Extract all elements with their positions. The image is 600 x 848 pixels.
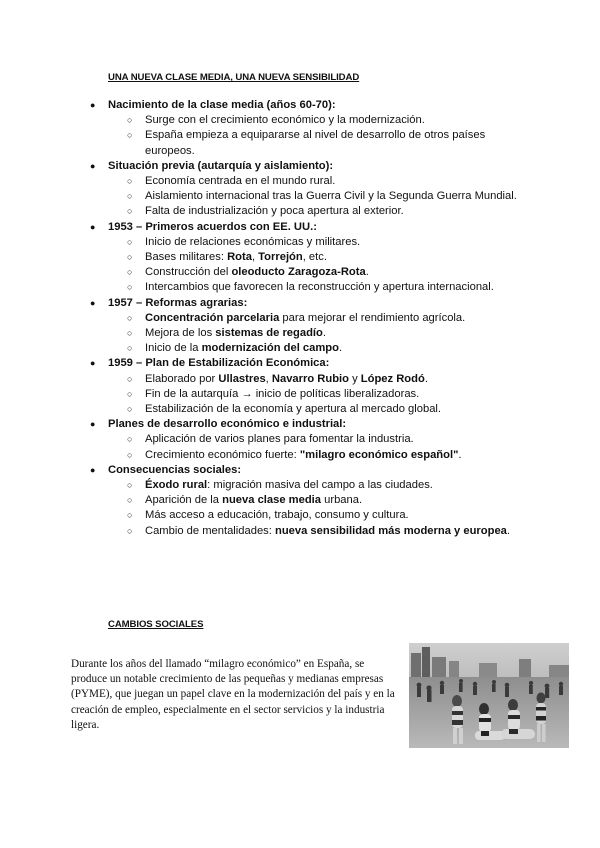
text-run: Surge con el crecimiento económico y la modernización. xyxy=(145,114,425,127)
sub-list-item xyxy=(108,204,528,219)
bold-text: Éxodo rural xyxy=(145,479,208,492)
text-run: Elaborado por xyxy=(145,372,219,385)
bold-text: Torrejón xyxy=(258,251,303,264)
text-run: . xyxy=(322,327,326,340)
bold-text: nueva sensibilidad más moderna y europea xyxy=(274,524,507,537)
bullet-glyph: ● xyxy=(90,464,96,475)
section-title: 1957 – Reformas agrarias: xyxy=(108,296,248,309)
section-title: 1959 – Plan de Estabilización Económica: xyxy=(108,357,330,370)
sub-list xyxy=(108,235,528,296)
sub-list-item xyxy=(108,128,528,158)
outline-section xyxy=(88,463,528,539)
sub-bullet-glyph: ○ xyxy=(127,434,133,445)
sub-bullet-glyph: ○ xyxy=(127,495,133,506)
text-run: Cambio de mentalidades: xyxy=(145,524,275,537)
sub-list-item xyxy=(108,387,528,402)
bullet-glyph: ● xyxy=(90,358,96,369)
sub-bullet-glyph: ○ xyxy=(127,206,133,217)
sub-bullet-glyph: ○ xyxy=(127,373,133,384)
bullet-glyph: ● xyxy=(90,100,96,110)
sub-list-item xyxy=(108,174,528,189)
bold-text: nueva clase media xyxy=(222,494,322,507)
sub-bullet-glyph: ○ xyxy=(127,449,133,460)
section-title: Situación previa (autarquía y aislamiento): xyxy=(108,159,334,172)
bold-text: oleoducto Zaragoza-Rota xyxy=(231,266,366,279)
text-run: Aplicación de varios planes para fomentar la industria. xyxy=(145,433,414,446)
text-run: Bases militares: xyxy=(145,251,228,264)
section-heading-cambios-sociales: CAMBIOS SOCIALES xyxy=(108,619,204,630)
text-run: . xyxy=(338,342,343,355)
bullet-glyph: ● xyxy=(90,419,96,430)
sub-list-item xyxy=(108,265,528,280)
sub-bullet-glyph: ○ xyxy=(127,510,133,521)
sub-list-item xyxy=(108,235,528,250)
sub-bullet-glyph: ○ xyxy=(127,115,133,126)
sub-bullet-glyph: ○ xyxy=(127,176,133,187)
bold-text: Rota xyxy=(227,251,252,264)
sub-bullet-glyph: ○ xyxy=(127,252,133,263)
text-run: Inicio de la xyxy=(145,342,202,355)
text-run: , xyxy=(251,251,259,264)
sub-list xyxy=(108,113,528,159)
text-run: Construcción del xyxy=(145,266,232,279)
section-title: Planes de desarrollo económico e industrial: xyxy=(108,418,347,431)
bold-text: Concentración parcelaria xyxy=(145,311,280,324)
sub-list-item xyxy=(108,189,528,204)
sub-bullet-glyph: ○ xyxy=(127,236,133,247)
text-run: , xyxy=(265,372,272,385)
bold-text: López Rodó xyxy=(360,372,425,385)
text-run: Estabilización de la economía y apertura al mercado global. xyxy=(145,403,442,416)
sub-list-item xyxy=(108,113,528,128)
section-title: Consecuencias sociales: xyxy=(108,463,242,476)
sub-list-item xyxy=(108,432,528,447)
text-run: para mejorar el rendimiento agrícola. xyxy=(279,311,466,324)
sub-bullet-glyph: ○ xyxy=(127,480,133,491)
bold-text: Navarro Rubio xyxy=(271,372,349,385)
section-heading-clase-media: UNA NUEVA CLASE MEDIA, UNA NUEVA SENSIBILIDAD xyxy=(108,72,360,83)
sub-bullet-glyph: ○ xyxy=(127,191,133,202)
outline-section xyxy=(88,220,528,296)
sub-bullet-glyph: ○ xyxy=(127,328,133,339)
bullet-glyph: ● xyxy=(90,221,96,232)
text-run: Inicio de relaciones económicas y militares. xyxy=(145,235,361,248)
sub-bullet-glyph: ○ xyxy=(127,312,133,323)
text-run: : migración masiva del campo a las ciudades. xyxy=(207,479,433,492)
sub-list-item xyxy=(108,372,528,387)
text-run: . xyxy=(458,448,462,461)
section-title: Nacimiento de la clase media (años 60-70): xyxy=(108,99,336,111)
text-run: Crecimiento económico fuerte: xyxy=(145,448,300,461)
text-run: España empieza a equipararse al nivel de desarrollo de otros países europeos. xyxy=(145,129,486,157)
text-run: urbana. xyxy=(321,494,363,507)
text-run: . xyxy=(506,524,511,537)
text-run: Aislamiento internacional tras la Guerra Civil y la Segunda Guerra Mundial. xyxy=(145,190,517,203)
text-run: Fin de la autarquía → inicio de políticas liberalizadoras. xyxy=(145,387,420,400)
sub-list xyxy=(108,174,528,220)
sub-list-item xyxy=(108,524,528,539)
sub-list xyxy=(108,478,528,539)
text-run: , etc. xyxy=(302,251,327,264)
bullet-outline xyxy=(88,98,528,539)
sub-list-item xyxy=(108,250,528,265)
sub-list xyxy=(108,311,528,357)
sub-list-item xyxy=(108,493,528,508)
sub-list-item xyxy=(108,478,528,493)
text-run: Economía centrada en el mundo rural. xyxy=(145,175,336,188)
outline-section xyxy=(88,159,528,220)
sub-bullet-glyph: ○ xyxy=(127,130,133,141)
sub-list xyxy=(108,372,528,418)
bullet-glyph: ● xyxy=(90,160,96,171)
section-title: 1953 – Primeros acuerdos con EE. UU.: xyxy=(108,220,317,233)
outline-section xyxy=(88,356,528,417)
bold-text: modernización del campo xyxy=(201,342,339,355)
sub-list-item xyxy=(108,326,528,341)
body-paragraph: Durante los años del llamado “milagro económico” en España, se produce un notable crecimiento de las pequeñas y medianas empresas (PYME), que juegan un papel clave en la modernización del país y en la creación de empleo, especialmente en el sector servicios y la industria ligera. xyxy=(71,658,395,731)
sub-list-item xyxy=(108,508,528,523)
bold-text: "milagro económico español" xyxy=(299,448,459,461)
outline-section xyxy=(88,417,528,463)
bold-text: Ullastres xyxy=(218,372,266,385)
bullet-glyph: ● xyxy=(90,297,96,308)
sub-list-item xyxy=(108,402,528,417)
text-run: Mejora de los xyxy=(145,327,216,340)
text-run: Más acceso a educación, trabajo, consumo y cultura. xyxy=(145,509,409,522)
sub-list-item xyxy=(108,341,528,356)
sub-bullet-glyph: ○ xyxy=(127,267,133,278)
sub-bullet-glyph: ○ xyxy=(127,343,133,354)
sub-list-item xyxy=(108,311,528,326)
text-run: . xyxy=(365,266,369,279)
outline-section xyxy=(88,296,528,357)
text-run: Falta de industrialización y poca apertura al exterior. xyxy=(145,205,404,218)
sub-list-item xyxy=(108,448,528,463)
text-run: y xyxy=(348,372,361,385)
sub-bullet-glyph: ○ xyxy=(127,282,133,293)
outline-section xyxy=(88,98,528,159)
beach-photo xyxy=(409,643,569,748)
text-run: Aparición de la xyxy=(145,494,223,507)
sub-bullet-glyph: ○ xyxy=(127,525,133,536)
sub-bullet-glyph: ○ xyxy=(127,404,133,415)
sub-list-item xyxy=(108,280,528,295)
bold-text: sistemas de regadío xyxy=(215,327,323,340)
text-run: Intercambios que favorecen la reconstrucción y apertura internacional. xyxy=(145,281,494,294)
sub-bullet-glyph: ○ xyxy=(127,388,133,399)
text-run: . xyxy=(424,372,428,385)
sub-list xyxy=(108,432,528,462)
